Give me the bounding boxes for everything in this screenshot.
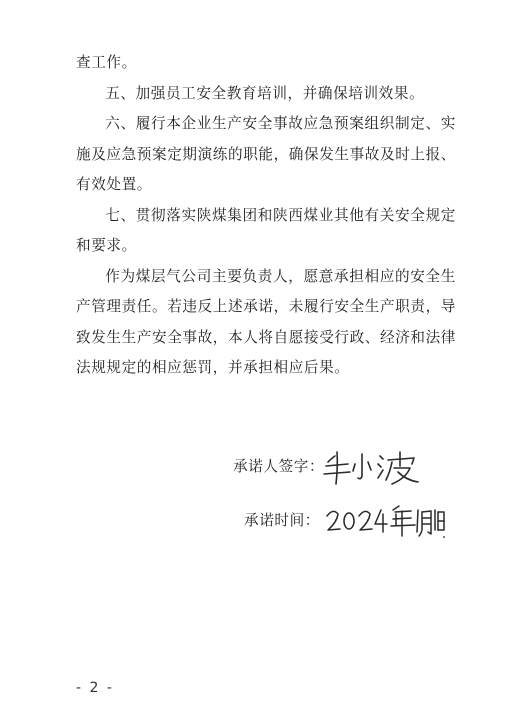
- date-label: 承诺时间：: [244, 512, 320, 529]
- handwritten-signature: [318, 444, 430, 490]
- paragraph-item-6: 六、履行本企业生产安全事故应急预案组织制定、实施及应急预案定期演练的职能，确保发生事故及时上报、有效处置。: [76, 115, 456, 193]
- paragraph-continuation: 查工作。: [76, 54, 137, 71]
- paragraph-responsibility: 作为煤层气公司主要负责人，愿意承担相应的安全生产管理责任。若违反上述承诺，未履行安全生产职责，导致发生生产安全事故，本人将自愿接受行政、经济和法律法规规定的相应惩罚，并承担相应后果。: [76, 267, 456, 376]
- paragraph-item-7: 七、贯彻落实陕煤集团和陕西煤业其他有关安全规定和要求。: [76, 206, 456, 254]
- commitment-body: [76, 48, 456, 384]
- page-number: - 2 -: [76, 680, 114, 696]
- signature-label: 承诺人签字：: [233, 458, 325, 475]
- handwritten-date: [325, 500, 445, 540]
- paragraph-item-5: 五、加强员工安全教育培训，并确保培训效果。: [105, 84, 425, 102]
